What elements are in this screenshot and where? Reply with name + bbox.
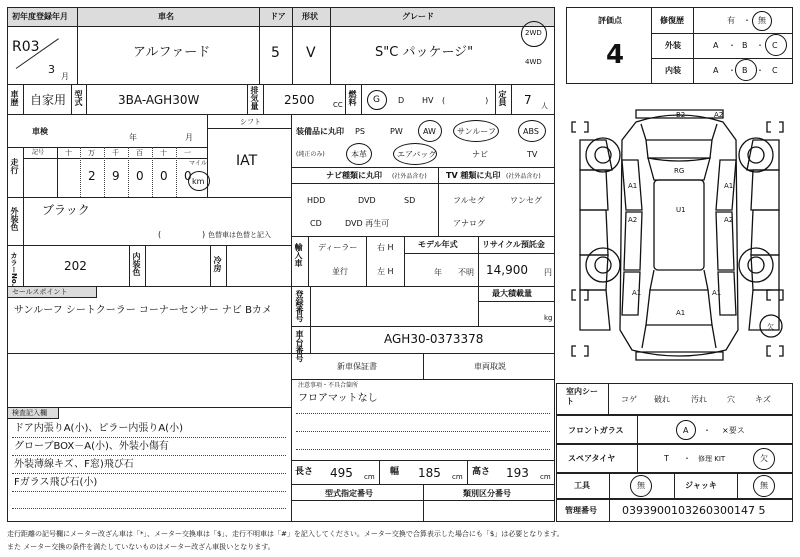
model: 3BA-AGH30W — [118, 93, 200, 107]
spare-label: スペアタイヤ — [568, 454, 616, 463]
category-label: 車歴 — [10, 90, 19, 106]
exterior-opt-b: B — [742, 41, 748, 50]
inspection-label: 車検 — [32, 127, 48, 136]
spare-kit: 修理 KIT — [698, 455, 726, 463]
repair-opt-sep: ・ — [743, 16, 751, 25]
tools-label: 工具 — [574, 481, 590, 490]
interior-opt-a: A — [713, 66, 719, 75]
designation-label: 型式指定番号 — [325, 489, 373, 498]
km-label: km — [192, 177, 205, 186]
door-label: ドア — [270, 12, 286, 21]
length-value: 495 — [330, 466, 353, 480]
navi-cd: CD — [310, 219, 322, 228]
navi-dvd-play: DVD 再生可 — [345, 219, 390, 228]
inspector-line-3: Fガラス飛び石(小) — [14, 477, 98, 488]
navi-hdd: HDD — [307, 196, 326, 205]
diag-label-10: 欠 — [767, 323, 774, 331]
color-label: 外装色 — [10, 207, 19, 231]
navi-label: ナビ種類に丸印 — [326, 171, 382, 180]
drive-4wd: 4WD — [525, 58, 542, 66]
spare-dot: ・ — [683, 454, 691, 463]
reg-year-label: 初年度登録年月 — [12, 12, 68, 21]
seat-item-4: キズ — [755, 395, 771, 404]
max-load-kg: kg — [544, 314, 553, 322]
reg-year: R03 — [12, 39, 40, 55]
glass-x: ×要ス — [722, 426, 745, 435]
diag-label-8: A1 — [712, 289, 722, 297]
import-right-h: 右 H — [377, 243, 394, 252]
equipment-label: 装備品に丸印 — [296, 127, 344, 136]
exterior-opt-a: A — [713, 41, 719, 50]
navi-label-sub: (社外品含む) — [392, 173, 427, 180]
sales-point-label: セールスポイント — [12, 288, 68, 296]
shift-label: シフト — [240, 118, 261, 126]
navi-sd: SD — [404, 196, 416, 205]
drive-2wd: 2WD — [525, 29, 542, 37]
model-year-unit: 年 — [434, 268, 442, 277]
color-code: 202 — [64, 259, 87, 273]
equip-navi: ナビ — [472, 150, 488, 159]
height-value: 193 — [506, 466, 529, 480]
import-label: 輸入車 — [294, 243, 303, 267]
mileage-unit-5: 一 — [184, 149, 191, 157]
diag-label-5: A2 — [724, 216, 734, 224]
car-name: アルファード — [133, 45, 211, 60]
car-name-label: 車名 — [158, 12, 174, 21]
length-unit: cm — [364, 473, 375, 481]
notes-label: 注意事項・不具合箇所 — [298, 382, 359, 389]
interior-dot-2: ・ — [756, 66, 764, 75]
width-label: 幅 — [390, 467, 400, 477]
cc-unit: CC — [333, 101, 343, 109]
color-code-label: カラーNo. — [10, 252, 18, 287]
recycle-value: 14,900 — [486, 263, 528, 277]
tv-label-sub: (社外品含む) — [506, 173, 541, 180]
import-dealer: ディーラー — [318, 243, 358, 252]
equipment-sub-label: (純正のみ) — [296, 151, 325, 158]
equip-tv: TV — [527, 150, 538, 159]
mileage-digit-3: 0 — [136, 169, 144, 183]
equip-leather: 本革 — [351, 150, 367, 159]
fuel-g: G — [373, 95, 380, 105]
sales-point-value: サンルーフ シートクーラー コーナーセンサー ナビ Bカメ — [14, 305, 272, 316]
diag-label-7: A1 — [632, 289, 642, 297]
import-left-h: 左 H — [377, 267, 394, 276]
glass-dot: ・ — [703, 426, 711, 435]
mileage-unit-2: 千 — [112, 149, 119, 157]
mgmt-label: 管理番号 — [565, 506, 597, 515]
score-label: 評価点 — [598, 16, 622, 25]
height-unit: cm — [540, 473, 551, 481]
equip-pw: PW — [390, 127, 403, 136]
tv-analog: アナログ — [453, 219, 485, 228]
interior-opt-b: B — [742, 66, 748, 75]
seat-item-1: 破れ — [654, 395, 670, 404]
color-paren: ( — [158, 230, 162, 239]
model-year-label: モデル年式 — [418, 240, 458, 249]
interior-color-label: 内装色 — [132, 252, 141, 276]
mileage-digit-5: 0 — [184, 169, 192, 183]
capacity: 7 — [524, 93, 532, 107]
interior-opt-c: C — [772, 66, 778, 75]
mileage-label: 走行 — [10, 158, 19, 174]
jack-value: 無 — [760, 481, 768, 490]
category-number-label: 類別区分番号 — [463, 489, 511, 498]
equip-ps: PS — [355, 127, 365, 136]
equip-abs: ABS — [523, 127, 539, 136]
spare-t: T — [664, 454, 669, 463]
equip-aw: AW — [423, 127, 436, 136]
fuel-hv: HV — [422, 96, 434, 105]
tv-label: TV 種類に丸印 — [446, 171, 501, 180]
glass-label: フロントガラス — [568, 426, 624, 435]
width-unit: cm — [452, 473, 463, 481]
width-value: 185 — [418, 466, 441, 480]
reg-month: 3 — [48, 63, 55, 76]
mileage-digit-4: 0 — [160, 169, 168, 183]
equip-airbag: エアバッグ — [397, 150, 437, 159]
height-label: 高さ — [472, 467, 491, 477]
seat-item-2: 汚れ — [691, 395, 707, 404]
tv-oneseg: ワンセグ — [510, 196, 542, 205]
mileage-symbol-label: 記号 — [32, 149, 45, 156]
reg-number-label: 登録番号 — [295, 290, 304, 322]
shape: V — [306, 45, 316, 61]
fuel-d: D — [398, 96, 405, 105]
repair-label: 修復歴 — [660, 16, 684, 25]
chassis-value: AGH30-0373378 — [384, 332, 484, 346]
grade-label: グレード — [402, 12, 434, 21]
recycle-label: リサイクル預託金 — [482, 240, 545, 249]
spare-none: 欠 — [760, 454, 768, 463]
mileage-unit-3: 百 — [136, 149, 143, 157]
diag-label-2: A1 — [628, 182, 638, 190]
seat-label: 室内シート — [566, 387, 598, 407]
diag-label-3: A1 — [724, 182, 734, 190]
displacement: 2500 — [284, 93, 315, 107]
mileage-digit-2: 9 — [112, 169, 120, 183]
mileage-unit-1: 万 — [88, 149, 95, 157]
car-condition-diagram — [566, 100, 793, 380]
glass-a: A — [683, 426, 689, 435]
inspector-line-0: ドア内張りA(小)、ピラー内張りA(小) — [14, 423, 183, 434]
seat-item-0: コゲ — [621, 395, 637, 404]
interior-dot-1: ・ — [728, 66, 736, 75]
inspection-year-unit: 年 — [129, 133, 137, 142]
tv-fullseg: フルセグ — [453, 196, 485, 205]
recycle-yen: 円 — [544, 268, 552, 277]
doors: 5 — [271, 45, 280, 61]
capacity-unit: 人 — [541, 102, 548, 110]
exterior-label: 外装 — [665, 41, 681, 50]
mgmt-value: 0393900103260300147 5 — [622, 504, 766, 517]
shift: IAT — [236, 153, 258, 169]
category: 自家用 — [30, 93, 67, 107]
color-value: ブラック — [42, 203, 90, 217]
diag-label-1: A2 — [714, 111, 724, 119]
warranty-label: 新車保証書 — [337, 362, 377, 371]
shape-label: 形状 — [302, 12, 318, 21]
fuel-label: 燃料 — [348, 90, 357, 106]
displacement-label: 排気量 — [250, 86, 259, 110]
footer-line-1: 走行距離の記号欄にメーター改ざん車は「*」、メーター交換車は「$」、走行不明車は「#」を記入してください。メーター交換で合算表示した場合にも「$」は必要となります。 — [7, 530, 564, 538]
navi-dvd: DVD — [358, 196, 376, 205]
inspector-line-1: グローブBOX－A(小)、外装小傷有 — [14, 441, 169, 452]
grade: S"C パッケージ" — [375, 45, 474, 60]
footer-line-2: また メーター交換の条件を満たしていないものはメーター改ざん車扱いとなります。 — [7, 543, 275, 551]
mileage-unit-0: 十 — [65, 149, 72, 157]
seat-item-3: 穴 — [727, 395, 735, 404]
diag-label-4: A2 — [628, 216, 638, 224]
reg-month-unit: 月 — [61, 72, 69, 81]
fuel-paren: ( ) — [442, 96, 489, 105]
inspection-month-unit: 月 — [185, 133, 193, 142]
diag-label-11: RG — [674, 167, 685, 175]
exterior-dot-1: ・ — [728, 41, 736, 50]
diag-label-6: U1 — [676, 206, 686, 214]
repair-opt-b: 無 — [758, 16, 766, 25]
exterior-dot-2: ・ — [756, 41, 764, 50]
import-parallel: 並行 — [332, 267, 348, 276]
exterior-opt-c: C — [772, 41, 778, 50]
jack-label: ジャッキ — [685, 481, 717, 490]
model-year-value: 不明 — [458, 268, 474, 277]
inspector-line-2: 外装薄線キズ、F窓)飛び石 — [14, 459, 134, 470]
chassis-label: 車台番号 — [295, 330, 304, 362]
color-paren-close: ) — [202, 230, 206, 239]
model-label: 型式 — [74, 90, 83, 106]
mile-label: マイル — [189, 160, 207, 167]
mileage-digit-1: 2 — [88, 169, 96, 183]
repair-opt-a: 有 — [727, 16, 735, 25]
mileage-unit-4: 十 — [160, 149, 167, 157]
diag-label-0: B2 — [676, 111, 686, 119]
tools-value: 無 — [637, 481, 645, 490]
score: 4 — [606, 40, 625, 70]
inspector-label: 検査記入欄 — [12, 409, 47, 417]
length-label: 長さ — [295, 467, 314, 477]
notes-value: フロアマットなし — [298, 393, 378, 404]
max-load-label: 最大積載量 — [492, 289, 532, 298]
diag-label-9: A1 — [676, 309, 686, 317]
color-change-note: 色替車は色替と記入 — [208, 231, 271, 239]
equip-sunroof: サンルーフ — [457, 127, 496, 136]
interior-label: 内装 — [665, 66, 681, 75]
capacity-label: 定員 — [498, 90, 507, 106]
manual-label: 車両取説 — [474, 362, 506, 371]
ac-label: 冷房 — [213, 256, 222, 272]
